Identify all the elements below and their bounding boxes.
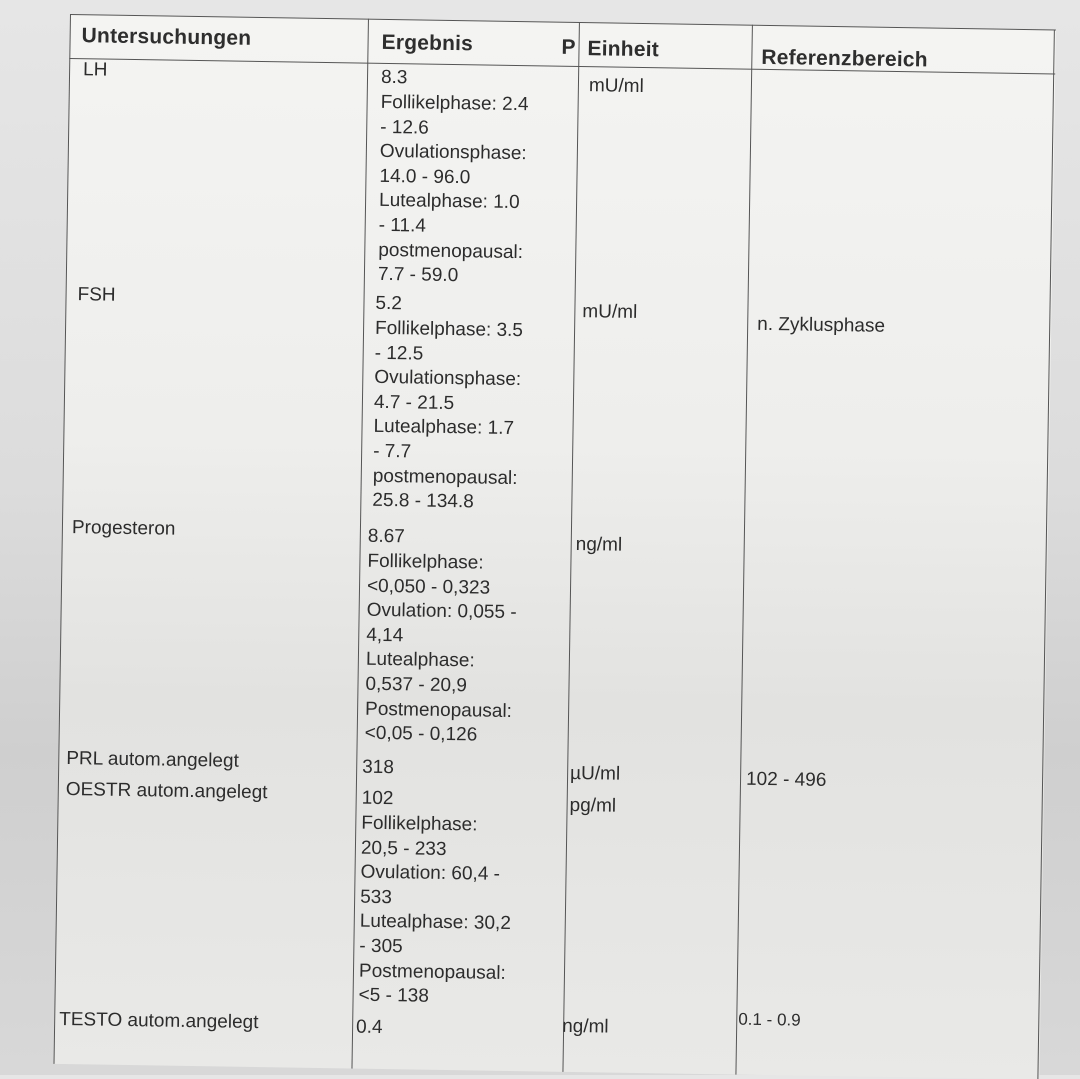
table-border-right (1037, 29, 1054, 1079)
unit-value: ng/ml (575, 534, 623, 556)
result-value: 8.67 (367, 525, 405, 548)
unit-value: pg/ml (569, 794, 617, 817)
unit-value: mU/ml (588, 75, 644, 98)
column-divider-unit (735, 25, 752, 1075)
header-reference: Referenzbereich (761, 45, 928, 72)
result-value: 8.3 (380, 66, 408, 89)
unit-value: µU/ml (569, 762, 621, 785)
table-border-left (54, 14, 71, 1064)
result-reference-phases: Follikelphase: 2.4 - 12.6 Ovulationsphase: 14.0 - 96.0 Lutealphase: 1.0 - 11.4 postmenopausal: 7.7 - 59.0 (377, 91, 529, 287)
test-name: OESTR autom.angelegt (65, 779, 268, 804)
reference-range: 0.1 - 0.9 (738, 1009, 801, 1030)
test-name: FSH (77, 284, 116, 306)
result-value: 318 (362, 756, 395, 779)
reference-range: 102 - 496 (745, 768, 827, 791)
header-result: Ergebnis (381, 30, 474, 56)
result-reference-phases: Follikelphase: 20,5 - 233 Ovulation: 60,4 - 533 Lutealphase: 30,2 - 305 Postmenopausal: <5 - 138 (358, 812, 512, 1007)
unit-value: ng/ml (561, 1015, 609, 1038)
test-name: PRL autom.angelegt (66, 748, 239, 772)
result-value: 5.2 (375, 292, 403, 315)
header-p: P (561, 35, 576, 59)
header-unit: Einheit (587, 37, 660, 62)
result-value: 102 (361, 787, 394, 810)
result-value: 0.4 (355, 1016, 383, 1039)
unit-value: mU/ml (582, 301, 638, 323)
result-reference-phases: Follikelphase: 3.5 - 12.5 Ovulationsphase: 4.7 - 21.5 Lutealphase: 1.7 - 7.7 postmenopausal: 25.8 - 134.8 (372, 317, 524, 513)
reference-range: n. Zyklusphase (757, 313, 886, 337)
test-name: LH (82, 59, 108, 81)
lab-report-sheet (54, 14, 1056, 1079)
result-reference-phases: Follikelphase: <0,050 - 0,323 Ovulation: 0,055 - 4,14 Lutealphase: 0,537 - 20,9 Postmenopausal: <0,05 - 0,126 (364, 550, 517, 746)
test-name: Progesteron (71, 517, 176, 540)
header-tests: Untersuchungen (81, 24, 252, 50)
test-name: TESTO autom.angelegt (59, 1008, 259, 1034)
